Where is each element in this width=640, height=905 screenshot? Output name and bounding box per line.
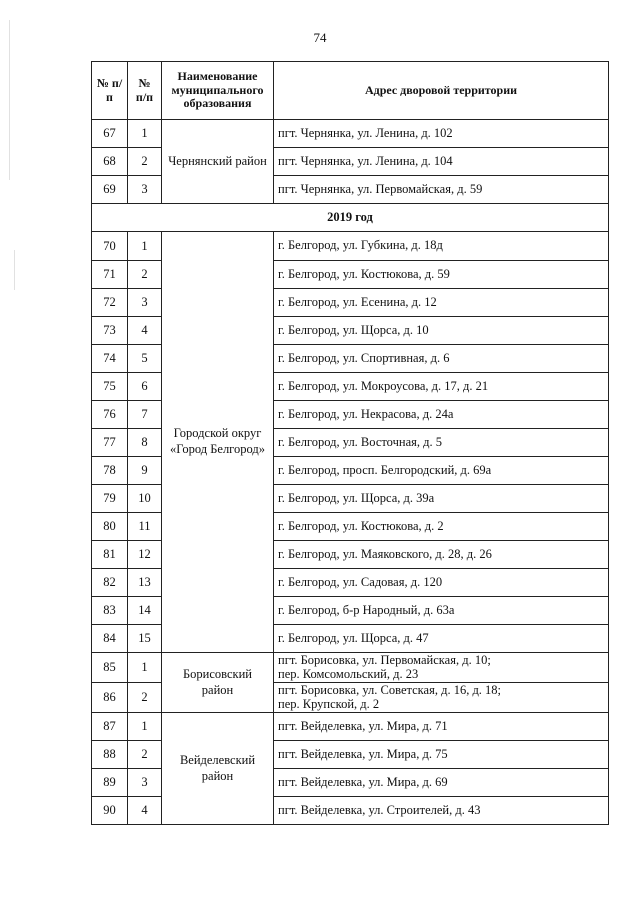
header-num-1: № п/п xyxy=(92,62,128,120)
row-num: 81 xyxy=(92,541,128,569)
address-cell: г. Белгород, б-р Народный, д. 63а xyxy=(274,597,609,625)
address-cell: г. Белгород, ул. Некрасова, д. 24а xyxy=(274,401,609,429)
address-cell: пгт. Вейделевка, ул. Мира, д. 69 xyxy=(274,769,609,797)
row-num: 85 xyxy=(92,653,128,683)
header-address: Адрес дворовой территории xyxy=(274,62,609,120)
row-num: 82 xyxy=(92,569,128,597)
row-num: 69 xyxy=(92,176,128,204)
municipality-cell: Вейделевский район xyxy=(162,713,274,825)
row-num: 67 xyxy=(92,120,128,148)
row-subnum: 2 xyxy=(128,148,162,176)
row-subnum: 3 xyxy=(128,289,162,317)
row-num: 89 xyxy=(92,769,128,797)
address-cell: пгт. Вейделевка, ул. Мира, д. 75 xyxy=(274,741,609,769)
row-subnum: 1 xyxy=(128,232,162,261)
row-num: 75 xyxy=(92,373,128,401)
row-num: 79 xyxy=(92,485,128,513)
row-subnum: 3 xyxy=(128,769,162,797)
address-cell: г. Белгород, ул. Костюкова, д. 59 xyxy=(274,261,609,289)
row-subnum: 12 xyxy=(128,541,162,569)
row-subnum: 2 xyxy=(128,741,162,769)
row-num: 83 xyxy=(92,597,128,625)
address-cell: г. Белгород, ул. Щорса, д. 10 xyxy=(274,317,609,345)
row-subnum: 8 xyxy=(128,429,162,457)
row-subnum: 4 xyxy=(128,797,162,825)
year-row xyxy=(92,204,609,232)
scan-margin-mark xyxy=(9,20,10,180)
row-subnum: 2 xyxy=(128,683,162,713)
table-header-row xyxy=(92,62,609,120)
address-cell: пгт. Чернянка, ул. Первомайская, д. 59 xyxy=(274,176,609,204)
row-num: 76 xyxy=(92,401,128,429)
municipality-cell: Борисовский район xyxy=(162,653,274,713)
row-subnum: 4 xyxy=(128,317,162,345)
scan-margin-mark xyxy=(14,250,15,290)
row-num: 74 xyxy=(92,345,128,373)
address-cell: г. Белгород, ул. Садовая, д. 120 xyxy=(274,569,609,597)
table-row xyxy=(92,232,609,261)
row-subnum: 1 xyxy=(128,120,162,148)
row-subnum: 7 xyxy=(128,401,162,429)
address-cell: г. Белгород, ул. Губкина, д. 18д xyxy=(274,232,609,261)
table-row xyxy=(92,653,609,683)
address-cell: г. Белгород, ул. Восточная, д. 5 xyxy=(274,429,609,457)
row-subnum: 10 xyxy=(128,485,162,513)
address-cell: пгт. Вейделевка, ул. Мира, д. 71 xyxy=(274,713,609,741)
page-number: 74 xyxy=(313,30,327,45)
row-subnum: 15 xyxy=(128,625,162,653)
address-cell: г. Белгород, просп. Белгородский, д. 69а xyxy=(274,457,609,485)
address-cell: г. Белгород, ул. Щорса, д. 39а xyxy=(274,485,609,513)
address-cell: пгт. Чернянка, ул. Ленина, д. 102 xyxy=(274,120,609,148)
row-subnum: 13 xyxy=(128,569,162,597)
municipality-cell: Городской округ «Город Белгород» xyxy=(162,232,274,653)
address-line: пер. Комсомольский, д. 23 xyxy=(278,666,419,681)
row-num: 77 xyxy=(92,429,128,457)
row-subnum: 1 xyxy=(128,713,162,741)
row-subnum: 11 xyxy=(128,513,162,541)
row-num: 80 xyxy=(92,513,128,541)
row-subnum: 9 xyxy=(128,457,162,485)
municipality-cell: Чернянский район xyxy=(162,120,274,204)
address-line: пер. Крупской, д. 2 xyxy=(278,696,380,711)
row-num: 73 xyxy=(92,317,128,345)
row-subnum: 3 xyxy=(128,176,162,204)
address-cell: г. Белгород, ул. Есенина, д. 12 xyxy=(274,289,609,317)
row-subnum: 5 xyxy=(128,345,162,373)
address-cell: г. Белгород, ул. Мокроусова, д. 17, д. 21 xyxy=(274,373,609,401)
row-subnum: 2 xyxy=(128,261,162,289)
address-line: пгт. Борисовка, ул. Советская, д. 16, д. 18; xyxy=(278,682,502,697)
row-num: 84 xyxy=(92,625,128,653)
row-num: 71 xyxy=(92,261,128,289)
year-label: 2019 год xyxy=(92,204,609,232)
address-cell xyxy=(274,683,609,713)
address-cell: пгт. Вейделевка, ул. Строителей, д. 43 xyxy=(274,797,609,825)
row-num: 78 xyxy=(92,457,128,485)
row-num: 90 xyxy=(92,797,128,825)
row-subnum: 1 xyxy=(128,653,162,683)
table-row xyxy=(92,120,609,148)
table-row xyxy=(92,713,609,741)
header-municipality: Наименование муниципального образования xyxy=(162,62,274,120)
territory-table xyxy=(91,61,609,825)
row-subnum: 14 xyxy=(128,597,162,625)
row-subnum: 6 xyxy=(128,373,162,401)
address-line: пгт. Борисовка, ул. Первомайская, д. 10; xyxy=(278,652,491,667)
row-num: 68 xyxy=(92,148,128,176)
row-num: 86 xyxy=(92,683,128,713)
row-num: 88 xyxy=(92,741,128,769)
header-num-2: № п/п xyxy=(128,62,162,120)
row-num: 70 xyxy=(92,232,128,261)
address-cell: пгт. Чернянка, ул. Ленина, д. 104 xyxy=(274,148,609,176)
row-num: 87 xyxy=(92,713,128,741)
address-cell: г. Белгород, ул. Спортивная, д. 6 xyxy=(274,345,609,373)
address-cell xyxy=(274,653,609,683)
row-num: 72 xyxy=(92,289,128,317)
address-cell: г. Белгород, ул. Щорса, д. 47 xyxy=(274,625,609,653)
address-cell: г. Белгород, ул. Маяковского, д. 28, д. 26 xyxy=(274,541,609,569)
address-cell: г. Белгород, ул. Костюкова, д. 2 xyxy=(274,513,609,541)
